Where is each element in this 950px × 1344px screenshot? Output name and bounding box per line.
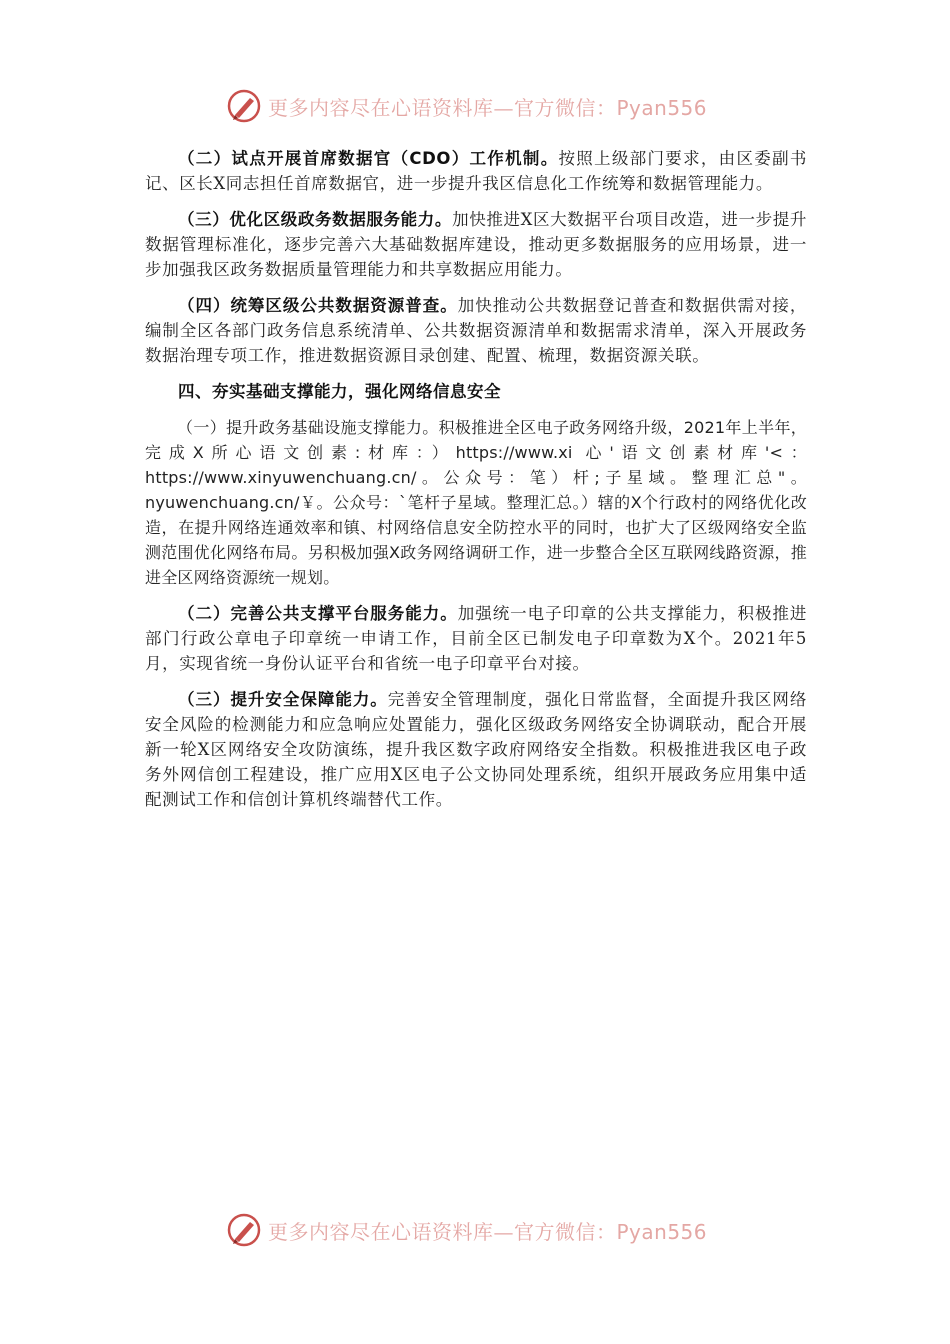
paragraph-cdo: （二）试点开展首席数据官（CDO）工作机制。按照上级部门要求，由区委副书记、区长X同志担任首席数据官，进一步提升我区信息化工作统筹和数据管理能力。	[145, 149, 807, 193]
banner-text: 更多内容尽在心语资料库—官方微信：Pyan556	[268, 95, 708, 120]
pen-logo-icon	[226, 1212, 262, 1248]
banner-wechat-id: Pyan556	[616, 1219, 708, 1244]
footer-watermark-banner	[226, 1210, 726, 1250]
pen-logo-icon	[226, 88, 262, 124]
document-body	[145, 146, 807, 823]
banner-text: 更多内容尽在心语资料库—官方微信：Pyan556	[268, 1219, 708, 1244]
paragraph-data-census: （四）统筹区级公共数据资源普查。加快推动公共数据登记普查和数据供需对接，编制全区各部门政务信息系统清单、公共数据资源清单和数据需求清单，深入开展政务数据治理专项工作，推进数据资源目录创建、配置、梳理，数据资源关联。	[145, 296, 808, 365]
section-heading-4: 四、夯实基础支撑能力，强化网络信息安全	[178, 382, 501, 401]
banner-wechat-id: Pyan556	[616, 95, 708, 120]
header-watermark-banner	[226, 86, 726, 126]
paragraph-platform: （二）完善公共支撑平台服务能力。加强统一电子印章的公共支撑能力，积极推进部门行政公章电子印章统一申请工作，目前全区已制发电子印章数为X个。2021年5月，实现省统一身份认证平台和省统一电子印章平台对接。	[145, 604, 808, 673]
paragraph-infrastructure: （一）提升政务基础设施支撑能力。积极推进全区电子政务网络升级，2021年上半年，完成X所心语文创素:材库：）https://www.xi 心'语文创素材库'<：https://www.xinyuwenchuang.cn/。公众号：笔）杆;子星域。整理汇总"。nyuwenchuang.cn/￥。公众号：`笔杆子星域。整理汇总。）辖的X个行政村的网络优化改造，在提升网络连通效率和镇、村网络信息安全防控水平的同时，也扩大了区级网络安全监测范围优化网络布局。另积极加强X政务网络调研工作，进一步整合全区互联网线路资源，推进全区网络资源统一规划。	[145, 418, 807, 587]
paragraph-data-service: （三）优化区级政务数据服务能力。加快推进X区大数据平台项目改造，进一步提升数据管理标准化，逐步完善六大基础数据库建设，推动更多数据服务的应用场景，进一步加强我区政务数据质量管理能力和共享数据应用能力。	[145, 210, 807, 279]
paragraph-security: （三）提升安全保障能力。完善安全管理制度，强化日常监督，全面提升我区网络安全风险的检测能力和应急响应处置能力，强化区级政务网络安全协调联动，配合开展新一轮X区网络安全攻防演练，提升我区数字政府网络安全指数。积极推进我区电子政务外网信创工程建设，推广应用X区电子公文协同处理系统，组织开展政务应用集中适配测试工作和信创计算机终端替代工作。	[145, 690, 807, 809]
